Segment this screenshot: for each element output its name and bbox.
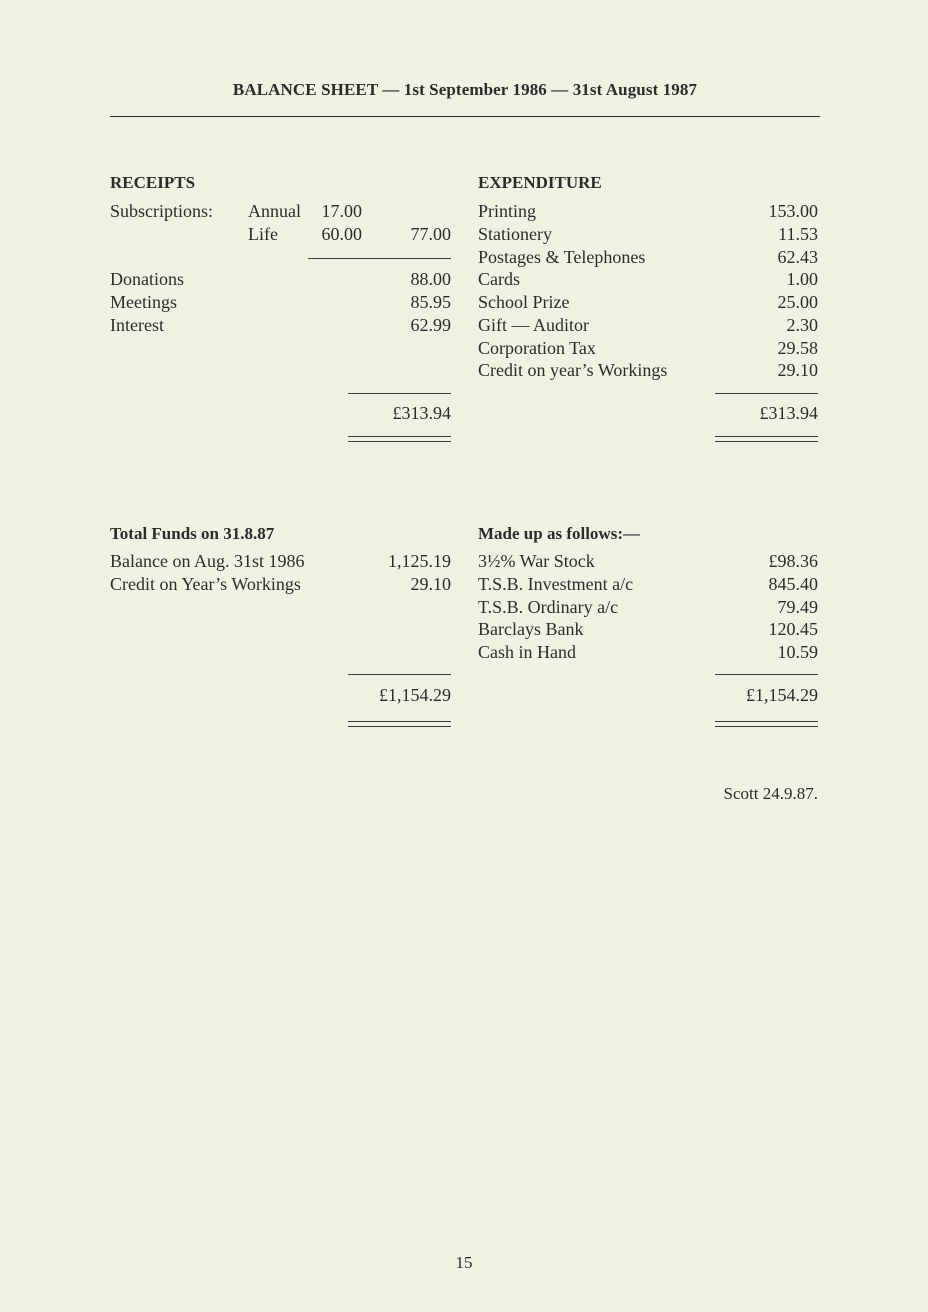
annual-label: Annual bbox=[248, 201, 301, 221]
expenditure-label: School Prize bbox=[478, 292, 570, 312]
expenditure-label: Printing bbox=[478, 201, 537, 221]
made-up-label: T.S.B. Ordinary a/c bbox=[478, 597, 619, 617]
receipts-total: £313.94 bbox=[392, 403, 451, 423]
made-up-value: 79.49 bbox=[777, 597, 818, 617]
made-up-label: Cash in Hand bbox=[478, 642, 576, 662]
funds-label: Credit on Year’s Workings bbox=[110, 574, 301, 594]
funds-value: 29.10 bbox=[410, 574, 451, 594]
made-up-value: £98.36 bbox=[768, 551, 818, 571]
funds-double-rule bbox=[348, 721, 451, 727]
expenditure-label: Stationery bbox=[478, 224, 552, 244]
expenditure-label: Cards bbox=[478, 269, 520, 289]
receipts-total-rule bbox=[348, 393, 451, 394]
annual-value: 17.00 bbox=[321, 201, 362, 221]
subscriptions-label: Subscriptions: bbox=[110, 201, 214, 221]
page-number: 15 bbox=[455, 1253, 473, 1272]
expenditure-value: 1.00 bbox=[786, 269, 818, 289]
made-up-label: 3½% War Stock bbox=[478, 551, 595, 571]
made-up-label: Barclays Bank bbox=[478, 619, 584, 639]
made-up-value: 845.40 bbox=[768, 574, 818, 594]
made-up-double-rule bbox=[715, 721, 818, 727]
expenditure-label: Postages & Telephones bbox=[478, 247, 646, 267]
expenditure-label: Credit on year’s Workings bbox=[478, 360, 668, 380]
funds-label: Balance on Aug. 31st 1986 bbox=[110, 551, 305, 571]
title-rule bbox=[110, 116, 820, 117]
funds-heading: Total Funds on 31.8.87 bbox=[110, 524, 275, 543]
receipts-heading: RECEIPTS bbox=[110, 173, 196, 192]
expenditure-value: 29.10 bbox=[777, 360, 818, 380]
life-value: 60.00 bbox=[321, 224, 362, 244]
subscriptions-total: 77.00 bbox=[410, 224, 451, 244]
receipt-value: 62.99 bbox=[410, 315, 451, 335]
receipt-value: 85.95 bbox=[410, 292, 451, 312]
made-up-heading: Made up as follows:— bbox=[478, 524, 640, 543]
receipt-label: Donations bbox=[110, 269, 184, 289]
expenditure-value: 2.30 bbox=[786, 315, 818, 335]
expenditure-value: 62.43 bbox=[777, 247, 818, 267]
made-up-total: £1,154.29 bbox=[746, 685, 818, 705]
expenditure-total: £313.94 bbox=[759, 403, 818, 423]
expenditure-value: 29.58 bbox=[777, 338, 818, 358]
funds-total-rule bbox=[348, 674, 451, 675]
receipt-value: 88.00 bbox=[410, 269, 451, 289]
receipts-double-rule bbox=[348, 436, 451, 442]
funds-value: 1,125.19 bbox=[388, 551, 451, 571]
receipt-label: Meetings bbox=[110, 292, 177, 312]
made-up-value: 120.45 bbox=[768, 619, 818, 639]
made-up-value: 10.59 bbox=[777, 642, 818, 662]
expenditure-label: Gift — Auditor bbox=[478, 315, 589, 335]
expenditure-value: 25.00 bbox=[777, 292, 818, 312]
expenditure-heading: EXPENDITURE bbox=[478, 173, 602, 192]
expenditure-total-rule bbox=[715, 393, 818, 394]
expenditure-label: Corporation Tax bbox=[478, 338, 596, 358]
expenditure-value: 153.00 bbox=[768, 201, 818, 221]
receipt-label: Interest bbox=[110, 315, 164, 335]
auditor-signature: Scott 24.9.87. bbox=[723, 784, 818, 803]
expenditure-double-rule bbox=[715, 436, 818, 442]
expenditure-value: 11.53 bbox=[778, 224, 818, 244]
life-label: Life bbox=[248, 224, 278, 244]
subscriptions-rule bbox=[308, 258, 451, 259]
made-up-label: T.S.B. Investment a/c bbox=[478, 574, 634, 594]
funds-total: £1,154.29 bbox=[379, 685, 451, 705]
page-title: BALANCE SHEET — 1st September 1986 — 31st August 1987 bbox=[232, 80, 698, 99]
made-up-total-rule bbox=[715, 674, 818, 675]
